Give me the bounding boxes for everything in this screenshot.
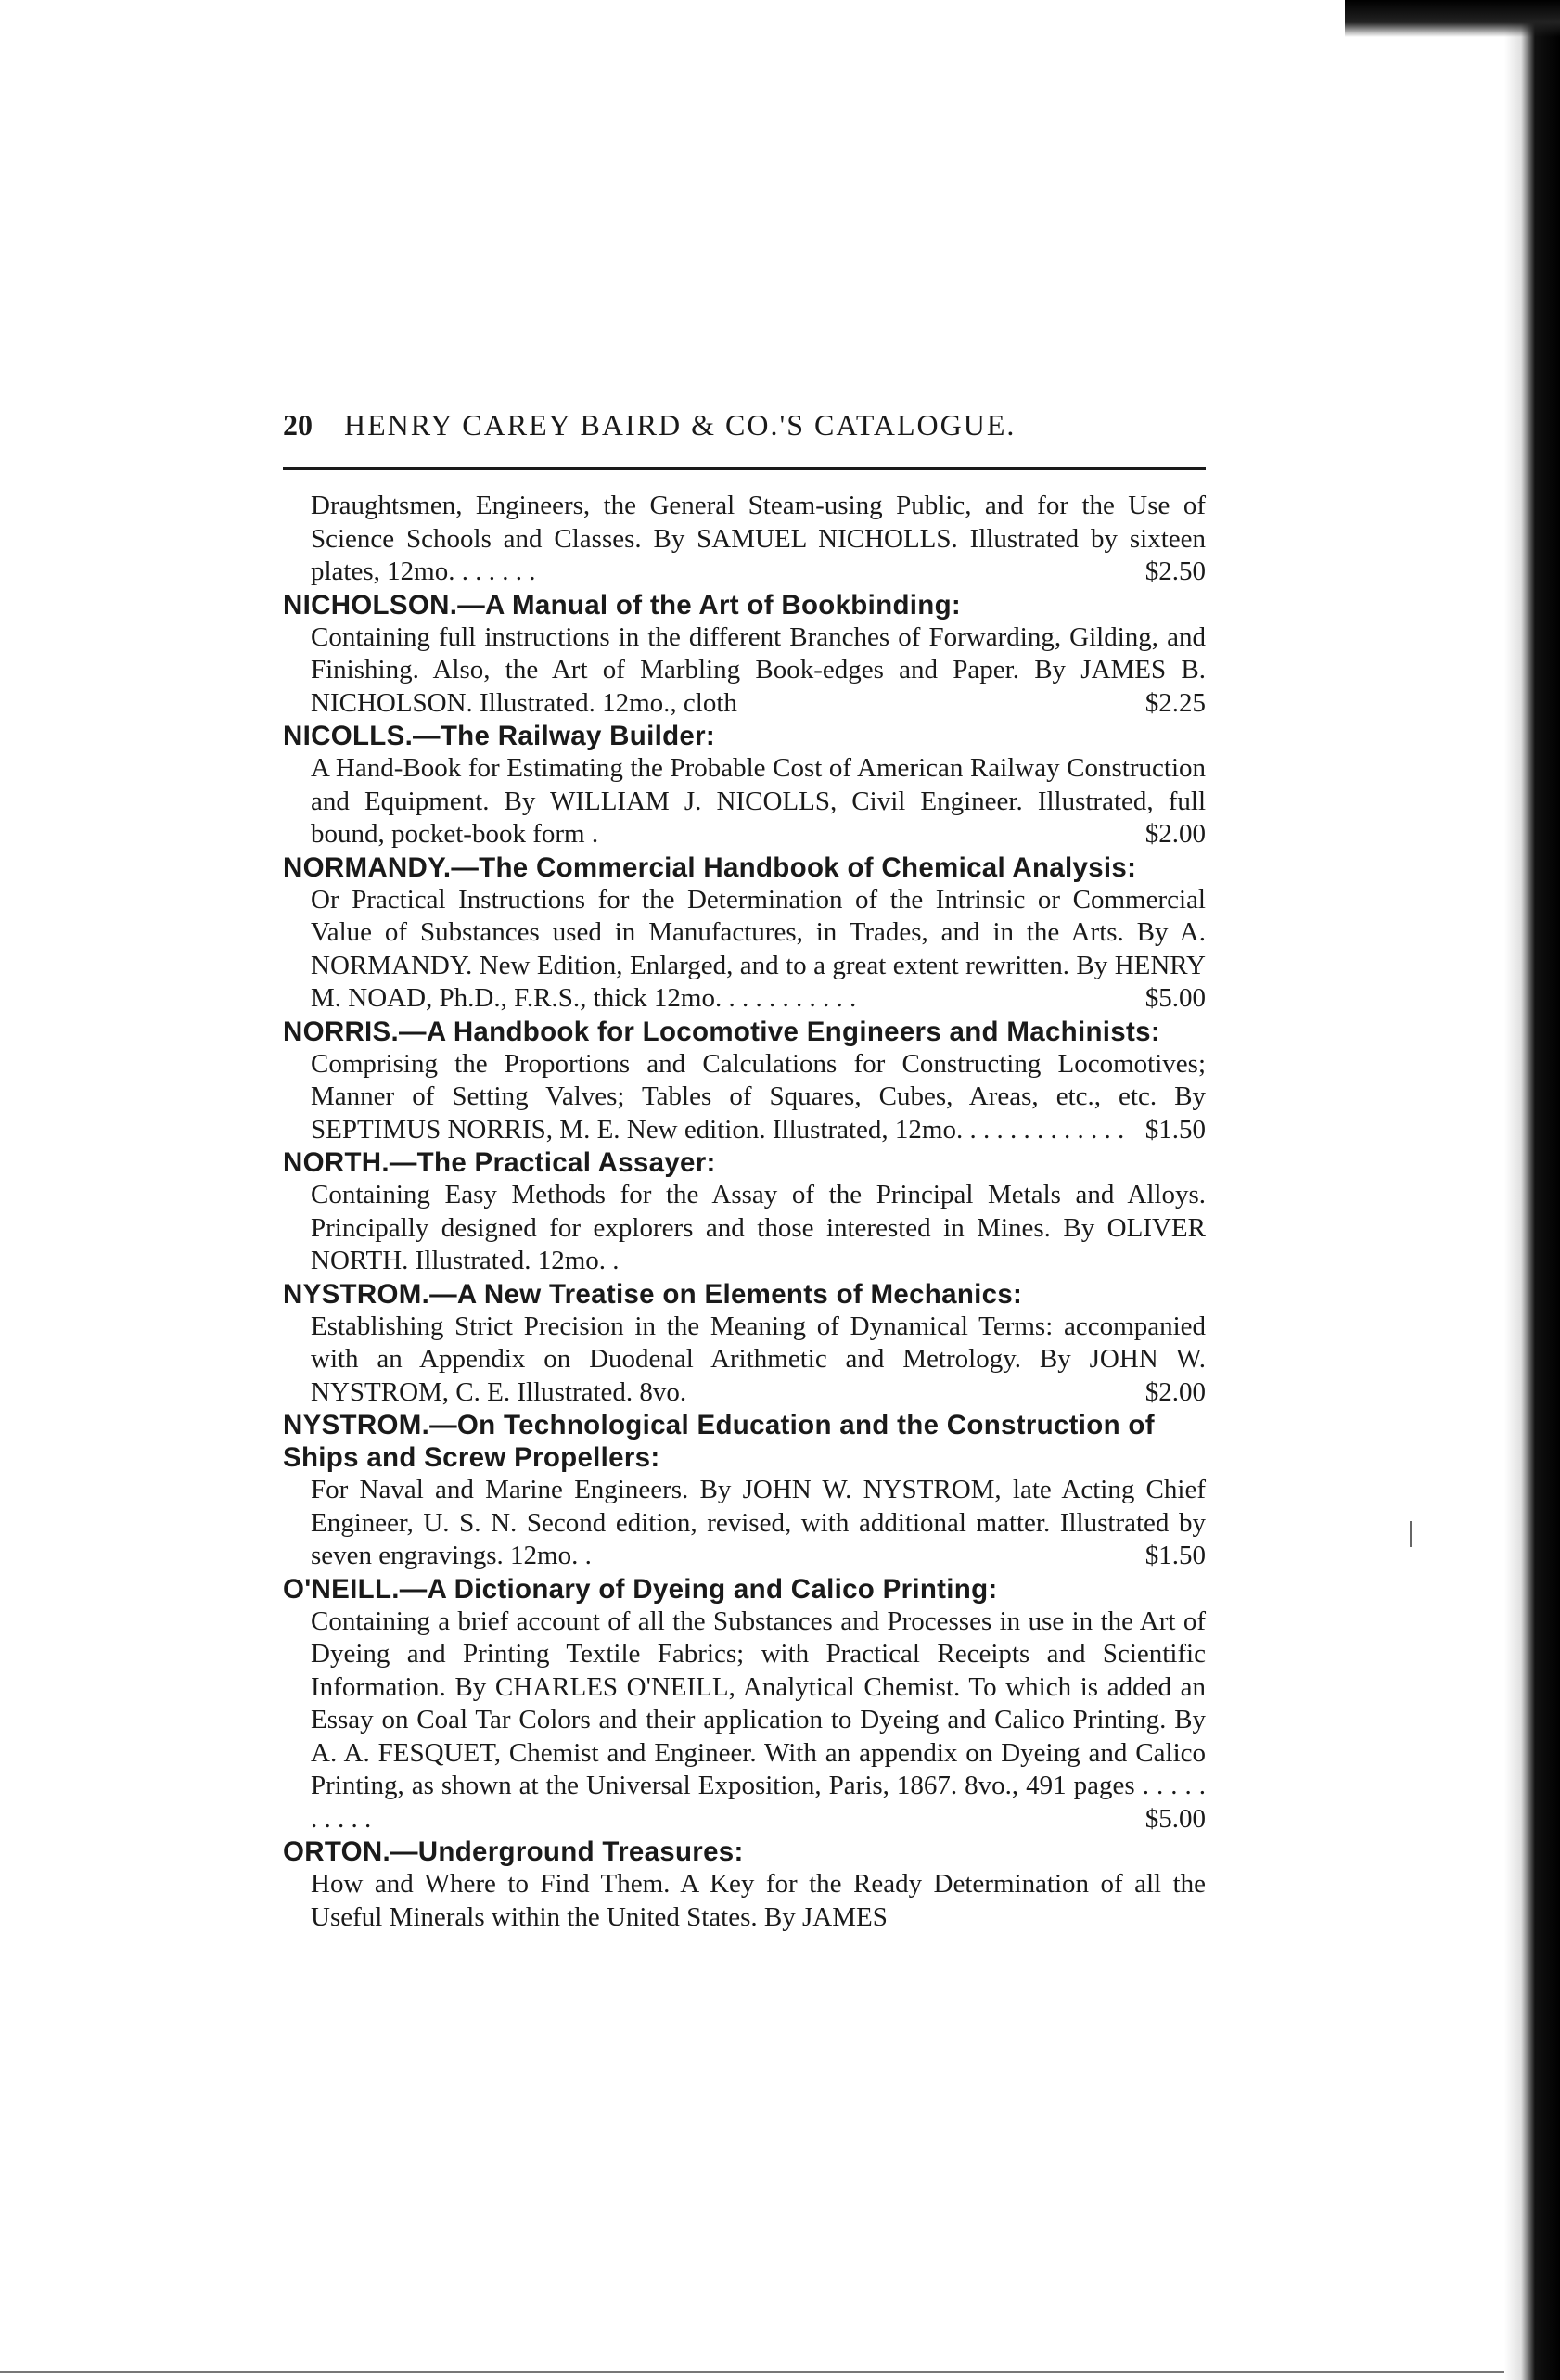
entry-price: $2.00 bbox=[1144, 819, 1206, 849]
entry-price: $1.50 bbox=[1144, 1114, 1206, 1145]
entry-nystrom-technological bbox=[283, 1409, 1206, 1573]
entry-north bbox=[283, 1146, 1206, 1278]
entry-nicholson bbox=[283, 589, 1206, 721]
entry-description: Containing Easy Methods for the Assay of the Principal Metals and Alloys. Principally designed for explorers and those interested in Mines. By OLIVER NORTH. Illustrated. 12mo. . bbox=[311, 1180, 1206, 1275]
entry-price: $2.25 bbox=[1144, 687, 1206, 718]
entry-description: Establishing Strict Precision in the Meaning of Dynamical Terms: accompanied with an Appendix on Duodenal Arithmetic and Metrology. By JOHN W. NYSTROM, C. E. Illustrated. 8vo. $2.00 bbox=[283, 1311, 1206, 1410]
entry-price: $2.00 bbox=[1144, 1376, 1206, 1407]
entry-heading: ORTON.—Underground Treasures: bbox=[283, 1836, 744, 1867]
entry-oneill bbox=[283, 1573, 1206, 1836]
page-number: 20 bbox=[283, 408, 313, 441]
entry-heading: O'NEILL.—A Dictionary of Dyeing and Calico Printing: bbox=[283, 1573, 998, 1605]
entry-price: $5.00 bbox=[1144, 1803, 1206, 1834]
entry-heading: NICHOLSON.—A Manual of the Art of Bookbinding: bbox=[283, 589, 962, 621]
entry-price: $5.00 bbox=[1144, 983, 1206, 1013]
entry-norris bbox=[283, 1016, 1206, 1147]
margin-mark bbox=[1410, 1521, 1412, 1547]
entry-description: Containing a brief account of all the Substances and Processes in use in the Art of Dyeing and Printing Textile Fabrics; with Practical Receipts and Scientific Information. By CHARLES O'NEILL, Analytical Chemist. To which is added an Essay on Coal Tar Colors and their application to Dyeing and Calico Printing. By A. A. FESQUET, Chemist and Engineer. With an appendix on Dyeing and Calico Printing, as shown at the Universal Exposition, Paris, 1867. 8vo., 491 pages . . . . . . . . . . $5.00 bbox=[283, 1606, 1206, 1836]
header-rule bbox=[283, 467, 1206, 470]
entry-description: How and Where to Find Them. A Key for the Ready Determination of all the Useful Minerals within the United States. By JAMES bbox=[311, 1869, 1206, 1932]
running-title: HENRY CAREY BAIRD & CO.'S CATALOGUE. bbox=[344, 408, 1017, 441]
page-header bbox=[283, 408, 1210, 442]
scan-edge-shadow bbox=[1504, 0, 1560, 2380]
entry-price: $1.50 bbox=[1144, 1541, 1206, 1570]
entry-heading: NYSTROM.—On Technological Education and the Construction of Ships and Screw Propellers: bbox=[283, 1410, 1155, 1473]
entry-nicolls bbox=[283, 720, 1206, 851]
entry-heading: NORRIS.—A Handbook for Locomotive Engineers and Machinists: bbox=[283, 1016, 1160, 1047]
entry-heading: NICOLLS.—The Railway Builder: bbox=[283, 721, 716, 751]
entry-description: A Hand-Book for Estimating the Probable Cost of American Railway Construction and Equipment. By WILLIAM J. NICOLLS, Civil Engineer. Illustrated, full bound, pocket-book form . $2.00 bbox=[283, 752, 1206, 851]
continuation-entry bbox=[283, 490, 1206, 589]
entry-nystrom-mechanics bbox=[283, 1278, 1206, 1410]
scan-bottom-edge bbox=[0, 2371, 1504, 2373]
entry-orton bbox=[283, 1836, 1206, 1934]
entry-heading: NORMANDY.—The Commercial Handbook of Chemical Analysis: bbox=[283, 851, 1137, 883]
entry-normandy bbox=[283, 851, 1206, 1016]
catalogue-entries bbox=[283, 490, 1206, 1934]
entry-description: Comprising the Proportions and Calculations for Constructing Locomotives; Manner of Setting Valves; Tables of Squares, Cubes, Areas, etc., etc. By SEPTIMUS NORRIS, M. E. New edition. Illustrated, 12mo. . . . . . . . . . . . . $1.50 bbox=[283, 1048, 1206, 1147]
entry-description: Draughtsmen, Engineers, the General Steam-using Public, and for the Use of Science Schools and Classes. By SAMUEL NICHOLLS. Illustrated by sixteen plates, 12mo. . . . . . . $2.50 bbox=[283, 490, 1206, 589]
scan-corner-shadow bbox=[1345, 0, 1560, 37]
entry-heading: NYSTROM.—A New Treatise on Elements of Mechanics: bbox=[283, 1278, 1023, 1310]
entry-price: $2.50 bbox=[1144, 557, 1206, 586]
entry-description: Or Practical Instructions for the Determination of the Intrinsic or Commercial Value of Substances used in Manufactures, in Trades, and in the Arts. By A. NORMANDY. New Edition, Enlarged, and to a great extent rewritten. By HENRY M. NOAD, Ph.D., F.R.S., thick 12mo. . . . . . . . . . . $5.00 bbox=[283, 884, 1206, 1016]
entry-heading: NORTH.—The Practical Assayer: bbox=[283, 1147, 716, 1178]
entry-description: Containing full instructions in the different Branches of Forwarding, Gilding, and Finishing. Also, the Art of Marbling Book-edges and Paper. By JAMES B. NICHOLSON. Illustrated. 12mo., cloth $2.25 bbox=[283, 621, 1206, 721]
entry-description: For Naval and Marine Engineers. By JOHN W. NYSTROM, late Acting Chief Engineer, U. S. N. Second edition, revised, with additional matter. Illustrated by seven engravings. 12mo. . $1.50 bbox=[283, 1474, 1206, 1573]
